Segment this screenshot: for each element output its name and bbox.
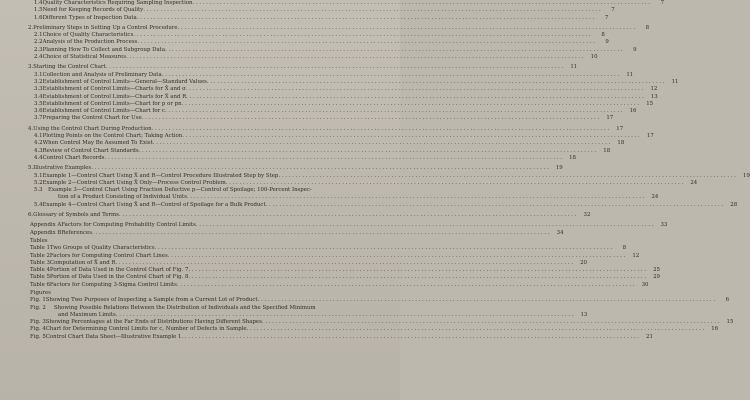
dot-leader [258, 297, 716, 304]
section-page: 19 [555, 165, 563, 172]
section-title: Illustrative Examples [33, 165, 92, 172]
entry-title: Analysis of the Production Process [42, 39, 138, 46]
section-number: 6. [28, 212, 34, 219]
entry-page: 24 [651, 194, 659, 201]
dot-leader [139, 148, 597, 155]
entry-number: 5.1 [34, 172, 43, 179]
dot-leader [116, 312, 574, 319]
table-label: Table 3 [30, 259, 50, 266]
dot-leader [104, 155, 562, 162]
figure-label: Fig. 4 [30, 326, 46, 333]
entry-page: 8 [601, 32, 605, 39]
dot-leader [196, 222, 654, 229]
toc-entry-1-4 [28, 0, 665, 7]
toc-table-4 [28, 267, 660, 274]
entry-title: Example 4—Control Chart Using X̄ and R—Control of Spoilage for a Bulk Product [42, 201, 266, 208]
entry-title: Planning How To Collect and Subgroup Data [42, 46, 166, 53]
entry-page: 17 [606, 115, 614, 122]
dot-leader [207, 79, 665, 86]
table-page: 12 [632, 252, 640, 259]
table-title: Computation of X̄ and R [49, 259, 116, 266]
toc-section-4 [28, 125, 624, 133]
toc-entry-2-3 [28, 46, 637, 54]
toc-entry-3-5 [28, 100, 654, 108]
appendix-title: Factors for Computing Probability Control Limits [61, 222, 196, 229]
entry-page: 16 [629, 108, 637, 115]
figure-label: Fig. 2 [30, 304, 46, 311]
appendix-page: 33 [660, 222, 668, 229]
appendix-label: Appendix A [30, 222, 62, 229]
section-number: 2. [28, 24, 34, 31]
toc-figure-1 [28, 297, 730, 304]
toc-entry-5-1 [28, 172, 750, 180]
entry-page: 10 [590, 54, 598, 61]
dot-leader [165, 108, 623, 115]
entry-title: Establishment of Control Limits—Chart for p or pn [42, 100, 182, 107]
toc-entry-4-4 [28, 154, 576, 162]
dot-leader [177, 282, 635, 289]
figure-label: Fig. 1 [30, 297, 46, 304]
entry-number: 3.2 [34, 78, 43, 85]
toc-entry-4-1 [28, 133, 654, 140]
dot-leader [153, 140, 611, 147]
dot-leader [133, 32, 591, 39]
dot-leader [226, 180, 684, 187]
dot-leader [278, 173, 736, 180]
entry-page: 11 [671, 78, 679, 85]
entry-number: 3.1 [34, 71, 43, 78]
entry-title: Control Chart Records [42, 154, 105, 161]
toc-section-5 [28, 165, 563, 172]
entry-page: 12 [650, 86, 658, 93]
dot-leader [182, 133, 640, 140]
dot-leader [92, 230, 550, 237]
dot-leader [91, 165, 549, 172]
table-page: 8 [622, 245, 627, 252]
entry-number: 5.2 [34, 179, 43, 186]
table-title: Portion of Data Used in the Control Chart of Fig. 8 [49, 274, 189, 281]
table-title: Portion of Data Used in the Control Chart of Fig. 7 [49, 267, 189, 274]
table-title: Factors for Computing Control Chart Lines [49, 252, 168, 259]
entry-page: 13 [650, 93, 658, 100]
toc-entry-2-1 [28, 32, 605, 39]
entry-title: Different Types of Inspection Data [42, 14, 137, 21]
figure-label: Fig. 3 [30, 319, 46, 326]
dot-leader [168, 253, 626, 260]
entry-title: Establishment of Control Limits—Charts for X̄ and σ [42, 86, 186, 93]
table-label: Table 4 [30, 267, 50, 274]
entry-title: Establishment of Control Limits—Charts for X̄ and R [42, 93, 187, 100]
dot-leader [188, 274, 646, 281]
entry-number: 5.4 [34, 201, 43, 208]
toc-entry-3-7 [28, 115, 614, 122]
toc-appendix-b [28, 229, 564, 237]
dot-leader [137, 15, 595, 22]
entry-page: 9 [633, 46, 637, 53]
dot-leader [119, 212, 577, 219]
dot-leader [155, 245, 613, 252]
dot-leader [162, 72, 620, 79]
figures-heading: Figures [30, 289, 51, 296]
toc-entry-3-4 [28, 93, 658, 101]
entry-title: Establishment of Control Limits—General—Standard Values [42, 78, 207, 85]
entry-number: 1.5 [34, 7, 43, 14]
entry-page: 11 [626, 71, 634, 78]
appendix-page: 34 [556, 229, 564, 236]
entry-number: 4.4 [34, 154, 43, 161]
toc-entry-5-3 [28, 187, 388, 194]
toc-figure-5 [28, 333, 653, 341]
dot-leader [186, 86, 644, 93]
figure-page: 13 [580, 311, 588, 318]
entry-page: 18 [617, 140, 625, 147]
entry-page: 24 [690, 179, 698, 186]
dot-leader [106, 64, 564, 71]
figure-title: Control Chart Data Sheet—Illustrative Example 1 [45, 333, 182, 340]
table-label: Table 6 [30, 281, 50, 288]
entry-title: When Control May Be Assumed To Exist [42, 140, 153, 147]
entry-number: 2.1 [34, 32, 43, 39]
entry-title: Choice of Quality Characteristics [42, 32, 134, 39]
toc-figure-2 [28, 305, 388, 312]
figure-page: 15 [726, 319, 734, 326]
toc-table-5 [28, 274, 660, 281]
entry-page: 17 [646, 133, 654, 140]
table-label: Table 2 [30, 252, 50, 259]
figure-page: 16 [711, 326, 719, 333]
dot-leader [115, 260, 573, 267]
entry-number: 1.4 [34, 0, 43, 6]
entry-number: 2.2 [34, 39, 43, 46]
entry-number: 4.2 [34, 140, 43, 147]
entry-number: 3.3 [34, 86, 43, 93]
toc-table-1 [28, 245, 627, 252]
toc-appendix-a [28, 222, 668, 229]
entry-title: Example 1—Control Chart Using X̄ and R—Control Procedure Illustrated Step by Step [42, 172, 279, 179]
section-number: 5. [28, 165, 34, 172]
dot-leader [188, 267, 646, 274]
entry-page: 7 [611, 7, 615, 14]
table-title: Two Groups of Quality Characteristics [49, 245, 155, 252]
toc-entry-1-5 [28, 7, 615, 14]
table-of-contents [28, 0, 750, 341]
entry-title: Need for Keeping Records of Quality [42, 7, 144, 14]
entry-number: 4.1 [34, 133, 43, 140]
section-number: 4. [28, 125, 34, 132]
dot-leader [262, 319, 720, 326]
toc-figure-4 [28, 326, 719, 333]
entry-page: 15 [646, 100, 654, 107]
dot-leader [142, 115, 600, 122]
dot-leader [266, 202, 724, 209]
toc-figure-2-continued [28, 311, 588, 319]
section-title: Using the Control Chart During Production [33, 125, 152, 132]
entry-page: 28 [730, 201, 738, 208]
toc-figure-3 [28, 319, 734, 326]
figure-title: Showing Possible Relations Between the Distribution of Individuals and the Specified Minimum [54, 304, 316, 311]
toc-section-2 [28, 24, 650, 32]
dot-leader [182, 101, 640, 108]
entry-number: 2.3 [34, 46, 43, 53]
section-page: 8 [645, 24, 650, 31]
entry-number: 2.4 [34, 54, 43, 61]
figure-title: Showing Percentages at the Far Ends of Distributions Having Different Shapes [45, 319, 262, 326]
toc-entry-4-3 [28, 147, 611, 155]
section-title: Preliminary Steps in Setting Up a Control Procedure [33, 24, 178, 31]
entry-title: Quality Characteristics Requiring Sampling Inspection [42, 0, 193, 6]
toc-entry-4-2 [28, 140, 625, 147]
figure-label: Fig. 5 [30, 333, 46, 340]
entry-page: 7 [660, 0, 665, 6]
entry-number: 3.7 [34, 115, 43, 122]
dot-leader [178, 25, 636, 32]
section-page: 32 [583, 212, 591, 219]
dot-leader [152, 126, 610, 133]
section-page: 11 [570, 64, 578, 71]
entry-page: 18 [603, 147, 611, 154]
entry-title: Choice of Statistical Measures [42, 54, 127, 61]
entry-number: 4.3 [34, 147, 43, 154]
entry-number: 5.3 [34, 187, 43, 194]
entry-page: 18 [569, 154, 576, 161]
table-page: 20 [580, 259, 587, 266]
toc-entry-5-4 [28, 201, 738, 209]
figure-title: and Maximum Limits [58, 311, 116, 318]
entry-title: Review of Control Chart Standards [42, 147, 139, 154]
dot-leader [193, 0, 651, 7]
appendix-label: Appendix B [30, 229, 62, 236]
entry-title: Establishment of Control Limits—Chart for c [42, 108, 165, 115]
entry-page: 7 [604, 14, 609, 21]
table-label: Table 5 [30, 274, 50, 281]
toc-entry-2-4 [28, 54, 598, 61]
toc-table-3 [28, 259, 587, 267]
toc-table-6 [28, 281, 649, 289]
table-page: 29 [653, 274, 660, 281]
figure-page: 6 [725, 297, 730, 304]
appendix-title: References [61, 229, 93, 236]
tables-heading: Tables [30, 237, 48, 244]
table-title: Factors for Computing 3-Sigma Control Limits [49, 281, 177, 288]
toc-section-3 [28, 64, 578, 71]
entry-page: 19 [743, 172, 750, 179]
toc-entry-2-2 [28, 39, 609, 46]
dot-leader [137, 39, 595, 46]
table-page: 25 [653, 267, 660, 274]
toc-entry-3-1 [28, 71, 634, 79]
table-page: 30 [641, 281, 649, 288]
toc-entry-1-6 [28, 14, 609, 22]
dot-leader [143, 7, 601, 14]
section-number: 3. [28, 64, 34, 71]
entry-title: Example 2—Control Chart Using X̄ Only—Process Control Problem [42, 179, 226, 186]
figure-title: Chart for Determining Control Limits for c, Number of Defects in Sample [45, 326, 247, 333]
dot-leader [186, 94, 644, 101]
entry-title: Collection and Analysis of Preliminary Data [42, 71, 162, 78]
section-title: Starting the Control Chart [33, 64, 106, 71]
table-label: Table 1 [30, 245, 50, 252]
figure-title: Showing Two Purposes of Inspecting a Sample from a Current Lot of Product [45, 297, 258, 304]
toc-table-2 [28, 252, 640, 260]
entry-number: 3.5 [34, 100, 43, 107]
entry-number: 3.4 [34, 93, 43, 100]
section-page: 17 [616, 125, 624, 132]
dot-leader [181, 334, 639, 341]
entry-page: 9 [605, 39, 609, 46]
entry-title: Preparing the Control Chart for Use [42, 115, 142, 122]
entry-title: tion of a Product Consisting of Individual Units [58, 194, 187, 201]
toc-section-6 [28, 212, 591, 219]
section-title: Glossary of Symbols and Terms [33, 212, 119, 219]
dot-leader [187, 194, 645, 201]
toc-entry-3-6 [28, 108, 637, 115]
toc-entry-3-3 [28, 86, 658, 93]
entry-title: Plotting Points on the Control Chart; Taking Action [42, 133, 183, 140]
toc-entry-5-2 [28, 179, 698, 187]
entry-number: 1.6 [34, 14, 43, 21]
entry-number: 3.6 [34, 108, 43, 115]
dot-leader [165, 47, 623, 54]
toc-entry-5-3-continued [28, 194, 659, 201]
entry-title: Example 3—Control Chart Using Fraction Defective p—Control of Spoilage; 100-Percent Inspec- [48, 187, 312, 194]
dot-leader [247, 326, 705, 333]
dot-leader [126, 54, 584, 61]
figure-page: 21 [646, 333, 653, 340]
